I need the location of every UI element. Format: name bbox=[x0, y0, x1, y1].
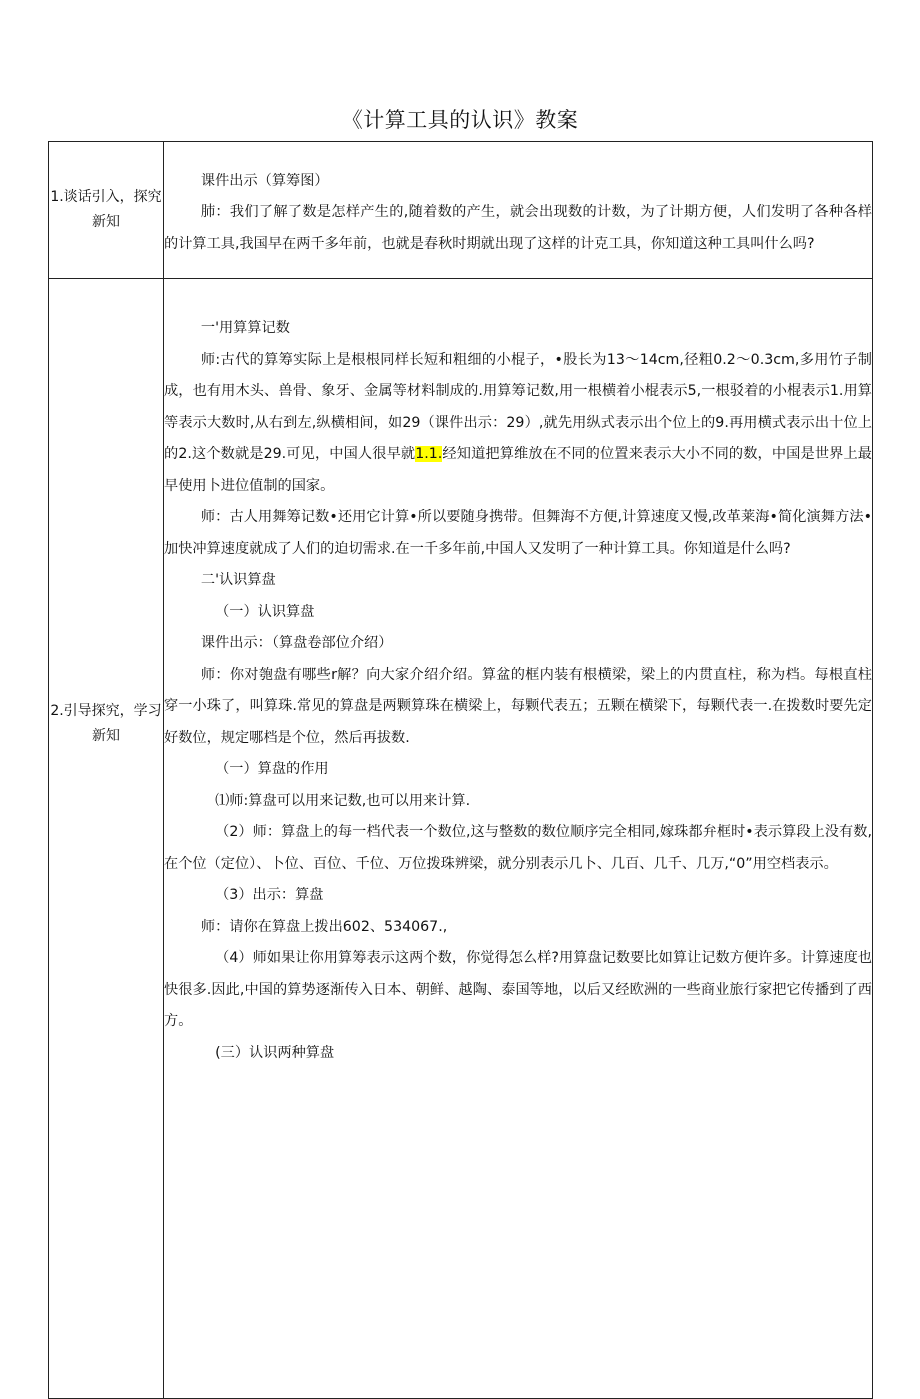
content-body bbox=[164, 313, 872, 1398]
row-label-explore bbox=[49, 279, 164, 1399]
paragraph: （3）出示：算盘 bbox=[215, 887, 324, 903]
paragraph-text: 经知道把算维放在不同的位置来表示大小不同的数，中国是世界上最早使用卜进位值制的国家。 bbox=[164, 446, 872, 494]
paragraph: 课件出示：（算盘卷部位介绍） bbox=[200, 635, 393, 651]
subsection-heading: （一）算盘的作用 bbox=[215, 761, 329, 777]
row-label-text: 2.引导探究，学习新知 bbox=[50, 703, 162, 744]
paragraph: 师：古人用舞筹记数•还用它计算•所以要随身携带。但舞海不方便,计算速度又慢,改革莱海•简化演舞方法•加快冲算速度就成了人们的迫切需求.在一千多年前,中国人又发明了一种计算工具。你知道是什么吗? bbox=[164, 509, 872, 557]
paragraph bbox=[164, 345, 872, 503]
section-heading: 二'认识算盘 bbox=[200, 572, 276, 588]
paragraph: 课件出示（算筹图） bbox=[200, 172, 329, 189]
document-title: 《计算工具的认识》教案 bbox=[341, 108, 579, 132]
paragraph: 师：请你在算盘上拨出602、534067., bbox=[200, 918, 448, 935]
table-row-explore bbox=[49, 279, 873, 1399]
row-label-intro: 1.谈话引入，探究新知 bbox=[49, 142, 164, 279]
paragraph: （2）师：算盘上的每一档代表一个数位,这与整数的数位顺序完全相同,嫁珠都弁框时•表示算段上没有数,在个位（定位）、卜位、百位、千位、万位拨珠辨梁，就分别表示几卜、几百、几千、几万,“0”用空档表示。 bbox=[164, 824, 872, 872]
table-row-intro bbox=[49, 142, 873, 279]
paragraph-text: 师:古代的算筹实际上是根根同样长短和粗细的小棍子，•股长为13～14cm,径粗0.2～0.3cm,多用竹子制成，也有用木头、兽骨、象牙、金属等材料制成的.用算筹记数,用一根横着小棍表示5,一根驳着的小棍表示1.用算等表示大数时,从右到左,纵横相间，如29（课件出示：29）,就先用纵式表示出个位上的9.再用横式表示出十位上的2.这个数就是29.可见，中国人很早就 bbox=[164, 351, 872, 462]
row-content-intro bbox=[164, 142, 873, 279]
highlighted-text: 1.1. bbox=[415, 446, 443, 462]
section-heading: 一'用算算记数 bbox=[200, 320, 290, 336]
paragraph: 肺：我们了解了数是怎样产生的,随着数的产生，就会出现数的计数，为了计期方便，人们发明了各种各样的计算工具,我国早在两千多年前，也就是春秋时期就出现了这样的计克工具，你知道这种工具叫什么吗? bbox=[164, 204, 872, 252]
subsection-heading: （一）认识算盘 bbox=[215, 603, 315, 620]
paragraph: （4）师如果让你用算筹表示这两个数，你觉得怎么样?用算盘记数要比如算让记数方便许多。计算速度也快很多.因此,中国的算势逐渐传入日本、朝鲜、越陶、泰国等地，以后又经欧洲的一些商业旅行家把它传播到了西方。 bbox=[164, 950, 872, 1029]
row-content-explore bbox=[164, 279, 873, 1399]
lesson-plan-table bbox=[48, 141, 873, 1399]
paragraph: 师：你对匏盘有哪些r解？向大家介绍介绍。算盆的框内装有根横梁，梁上的内贯直柱，称为档。每根直柱穿一小珠了，叫算珠.常见的算盘是两颗算珠在横梁上，每颗代表五；五颗在横梁下，每颗代表一.在拨数时要先定好数位，规定哪档是个位，然后再拔数. bbox=[164, 666, 872, 746]
subsection-heading: (三）认识两种算盘 bbox=[215, 1044, 335, 1061]
paragraph: ⑴师:算盘可以用来记数,也可以用来计算. bbox=[215, 792, 471, 809]
